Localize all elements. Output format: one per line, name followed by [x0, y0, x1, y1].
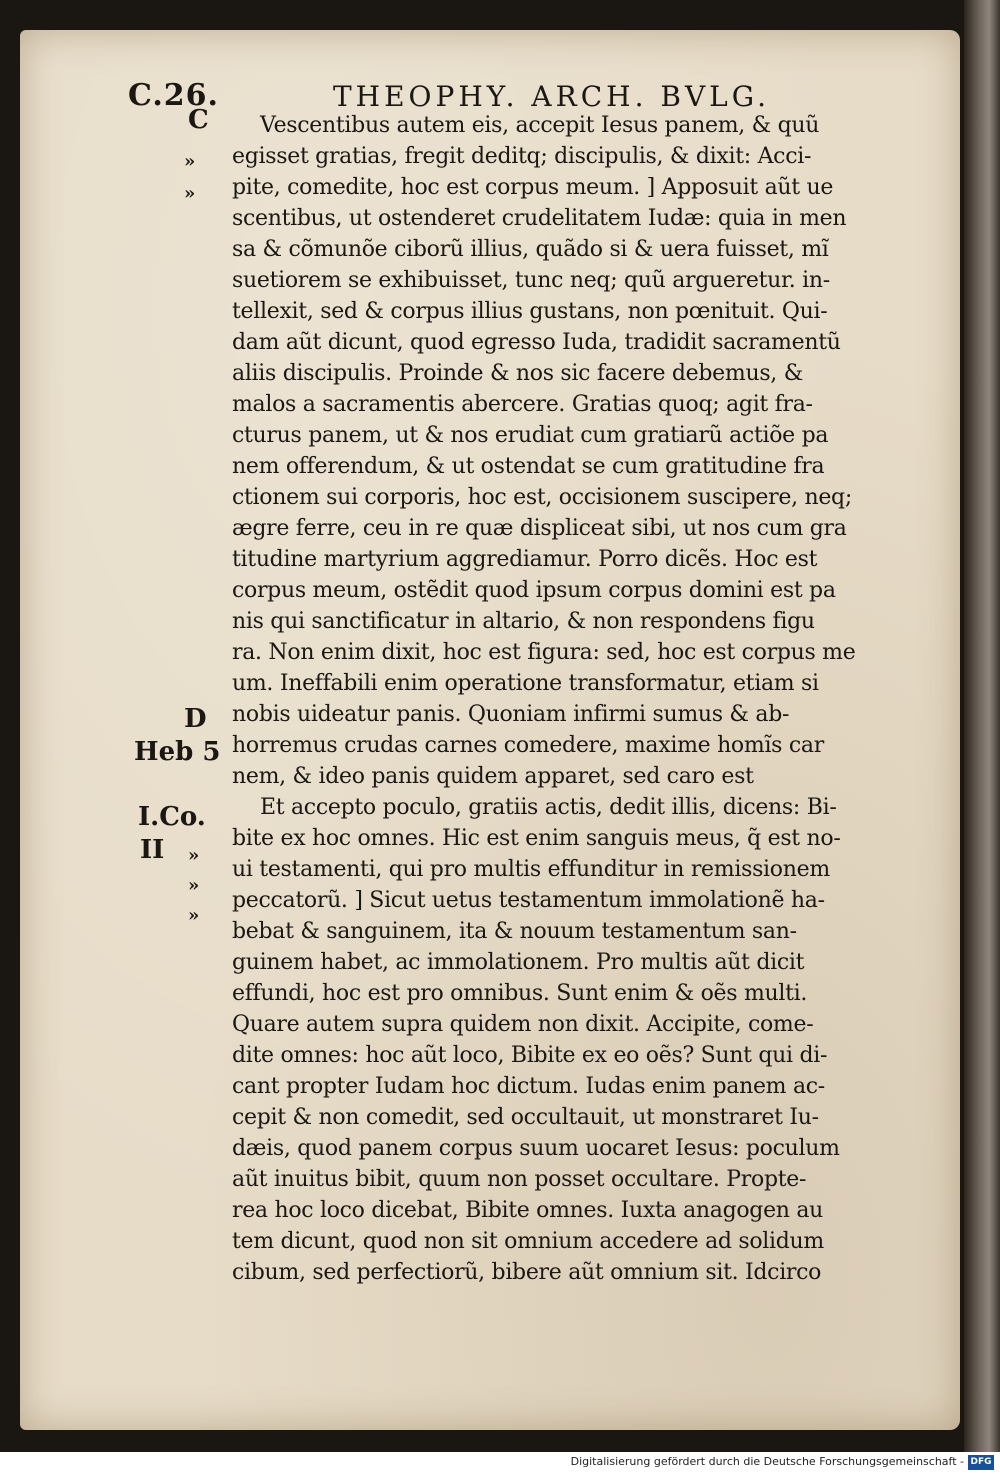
- text-line: egisset gratias, fregit deditq; discipulis, & dixit: Acci-: [232, 144, 812, 169]
- text-line: tem dicunt, quod non sit omnium accedere ad solidum: [232, 1229, 824, 1254]
- body-text: [232, 110, 912, 1288]
- text-line: cant propter Iudam hoc dictum. Iudas enim panem ac-: [232, 1074, 825, 1099]
- margin-quote-mark: »: [184, 151, 196, 172]
- margin-note-section-d: D: [184, 704, 207, 734]
- text-line: guinem habet, ac immolationem. Pro multis aũt dicit: [232, 950, 805, 975]
- text-line: titudine martyrium aggrediamur. Porro dicẽs. Hoc est: [232, 547, 818, 572]
- margin-notes: [122, 100, 227, 1400]
- text-line: peccatorũ. ] Sicut uetus testamentum immolationẽ ha-: [232, 888, 825, 913]
- book-edge: [964, 0, 1000, 1452]
- text-line: bebat & sanguinem, ita & nouum testamentum san-: [232, 919, 797, 944]
- text-line: cepit & non comedit, sed occultauit, ut monstraret Iu-: [232, 1105, 819, 1130]
- text-line: cturus panem, ut & nos erudiat cum gratiarũ actiõe pa: [232, 423, 829, 448]
- funding-credit: Digitalisierung gefördert durch die Deutsche Forschungsgemeinschaft -: [570, 1455, 964, 1468]
- text-line: nis qui sanctificatur in altario, & non respondens figu: [232, 609, 815, 634]
- text-line: sa & cõmunõe ciborũ illius, quãdo si & uera fuisset, mĩ: [232, 237, 829, 262]
- text-line: nobis uideatur panis. Quoniam infirmi sumus & ab-: [232, 702, 790, 727]
- folio-mark: C.26.: [128, 78, 219, 113]
- text-line: ctionem sui corporis, hoc est, occisionem suscipere, neq;: [232, 485, 852, 510]
- text-line: ægre ferre, ceu in re quæ displiceat sibi, ut nos cum gra: [232, 516, 847, 541]
- footer-bar: [0, 1452, 1000, 1474]
- text-line: scentibus, ut ostenderet crudelitatem Iudæ: quia in men: [232, 206, 847, 231]
- text-line: cibum, sed perfectiorũ, bibere aũt omnium sit. Idcirco: [232, 1260, 822, 1285]
- text-line: um. Ineffabili enim operatione transformatur, etiam si: [232, 671, 819, 696]
- margin-note-hebrews: Heb 5: [134, 737, 221, 767]
- margin-note-chapter: II: [140, 835, 165, 865]
- text-line: Et accepto poculo, gratiis actis, dedit illis, dicens: Bi-: [260, 795, 837, 820]
- text-line: ra. Non enim dixit, hoc est figura: sed, hoc est corpus me: [232, 640, 856, 665]
- running-title: THEOPHY. ARCH. BVLG.: [333, 80, 771, 113]
- margin-quote-mark: »: [188, 875, 200, 896]
- text-line: pite, comedite, hoc est corpus meum. ] Apposuit aũt ue: [232, 175, 834, 200]
- text-line: nem, & ideo panis quidem apparet, sed caro est: [232, 764, 754, 789]
- text-line: effundi, hoc est pro omnibus. Sunt enim & oẽs multi.: [232, 981, 808, 1006]
- text-line: suetiorem se exhibuisset, tunc neq; quũ argueretur. in-: [232, 268, 830, 293]
- text-line: malos a sacramentis abercere. Gratias quoq; agit fra-: [232, 392, 813, 417]
- text-line: nem offerendum, & ut ostendat se cum gratitudine fra: [232, 454, 825, 479]
- text-line: dæis, quod panem corpus suum uocaret Iesus: poculum: [232, 1136, 840, 1161]
- text-line: dite omnes: hoc aũt loco, Bibite ex eo oẽs? Sunt qui di-: [232, 1043, 828, 1068]
- margin-quote-mark: »: [188, 845, 200, 866]
- margin-quote-mark: »: [188, 905, 200, 926]
- text-line: Vescentibus autem eis, accepit Iesus panem, & quũ: [260, 113, 820, 138]
- margin-note-corinthians: I.Co.: [138, 802, 206, 832]
- text-line: horremus crudas carnes comedere, maxime homĩs car: [232, 733, 824, 758]
- dfg-logo: DFG: [968, 1455, 994, 1470]
- text-line: Quare autem supra quidem non dixit. Accipite, come-: [232, 1012, 814, 1037]
- text-line: bite ex hoc omnes. Hic est enim sanguis meus, q̃ est no-: [232, 826, 841, 851]
- text-line: corpus meum, ostẽdit quod ipsum corpus domini est pa: [232, 578, 836, 603]
- text-line: aũt inuitus bibit, quum non posset occultare. Propte-: [232, 1167, 807, 1192]
- text-line: tellexit, sed & corpus illius gustans, non pœnituit. Qui-: [232, 299, 828, 324]
- text-line: aliis discipulis. Proinde & nos sic facere debemus, &: [232, 361, 803, 386]
- text-line: dam aũt dicunt, quod egresso Iuda, tradidit sacramentũ: [232, 330, 841, 355]
- margin-quote-mark: »: [184, 183, 196, 204]
- text-line: ui testamenti, qui pro multis effunditur in remissionem: [232, 857, 830, 882]
- text-line: rea hoc loco dicebat, Bibite omnes. Iuxta anagogen au: [232, 1198, 824, 1223]
- margin-note-section-c: C: [188, 105, 209, 135]
